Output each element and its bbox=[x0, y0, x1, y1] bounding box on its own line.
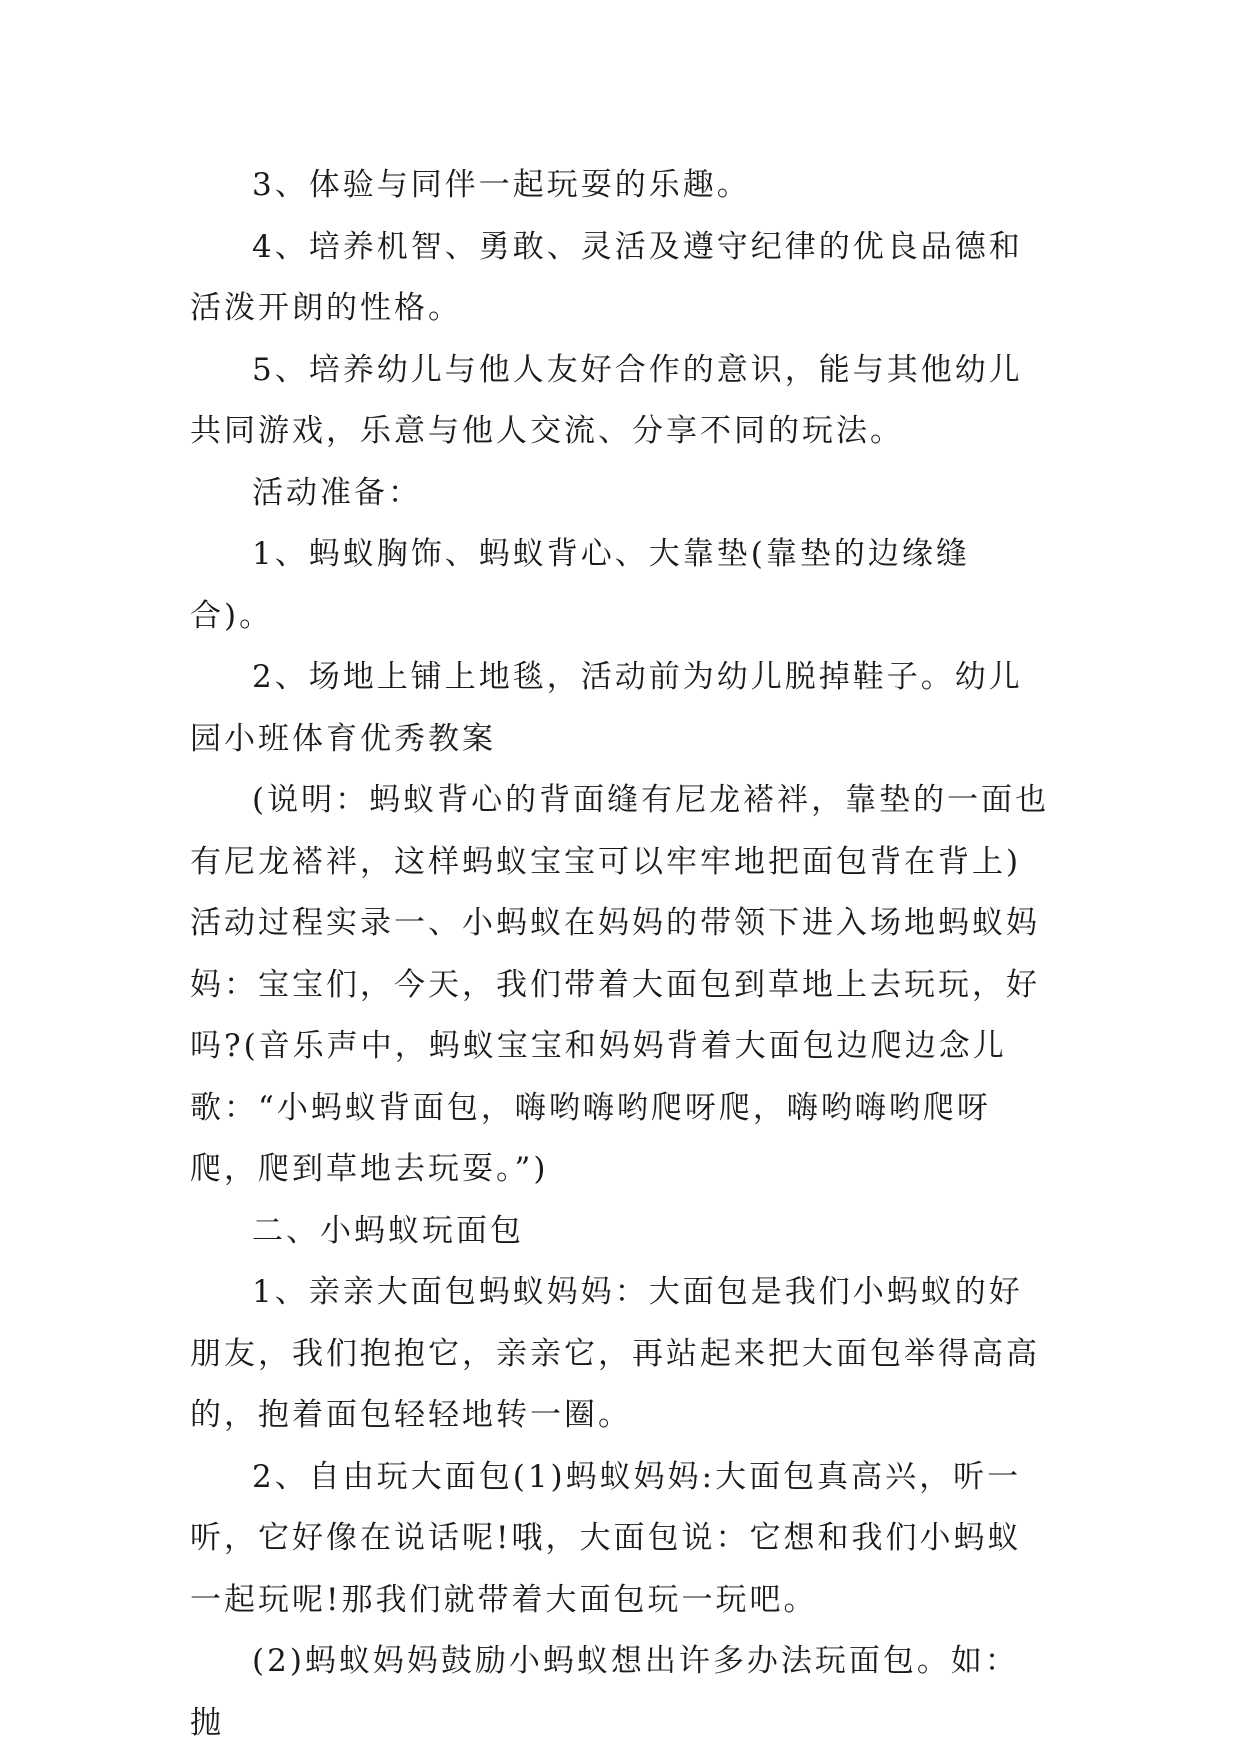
document-body bbox=[190, 155, 1050, 1754]
paragraph-step-2-sub: (2)蚂蚁妈妈鼓励小蚂蚁想出许多办法玩面包。如：抛 bbox=[190, 1643, 1019, 1741]
paragraph-goal-5: 5、培养幼儿与他人友好合作的意识，能与其他幼儿共同游戏，乐意与他人交流、分享不同的玩法。 bbox=[190, 351, 1023, 449]
paragraph-goal-3: 3、体验与同伴一起玩耍的乐趣。 bbox=[252, 167, 751, 203]
paragraph-note-and-process: (说明：蚂蚁背心的背面缝有尼龙褡袢，靠垫的一面也有尼龙褡袢，这样蚂蚁宝宝可以牢牢地把面包背在背上)活动过程实录一、小蚂蚁在妈妈的带领下进入场地蚂蚁妈妈：宝宝们，今天，我们带着大面包到草地上去玩玩，好吗?(音乐声中，蚂蚁宝宝和妈妈背着大面包边爬边念儿歌：“小蚂蚁背面包，嗨哟嗨哟爬呀爬，嗨哟嗨哟爬呀爬，爬到草地去玩耍。”) bbox=[190, 782, 1050, 1187]
section-heading-play-bread: 二、小蚂蚁玩面包 bbox=[252, 1212, 524, 1249]
paragraph-step-1: 1、亲亲大面包蚂蚁妈妈：大面包是我们小蚂蚁的好朋友，我们抱抱它，亲亲它，再站起来把大面包举得高高的，抱着面包轻轻地转一圈。 bbox=[190, 1274, 1040, 1433]
paragraph-prep-2: 2、场地上铺上地毯，活动前为幼儿脱掉鞋子。幼儿园小班体育优秀教案 bbox=[190, 659, 1023, 757]
paragraph-goal-4: 4、培养机智、勇敢、灵活及遵守纪律的优良品德和活泼开朗的性格。 bbox=[190, 228, 1023, 326]
section-heading-preparation: 活动准备： bbox=[252, 474, 422, 511]
paragraph-prep-1: 1、蚂蚁胸饰、蚂蚁背心、大靠垫(靠垫的边缘缝合)。 bbox=[190, 536, 970, 634]
paragraph-step-2: 2、自由玩大面包(1)蚂蚁妈妈:大面包真高兴，听一听，它好像在说话呢!哦，大面包说：它想和我们小蚂蚁一起玩呢!那我们就带着大面包玩一玩吧。 bbox=[190, 1458, 1022, 1618]
